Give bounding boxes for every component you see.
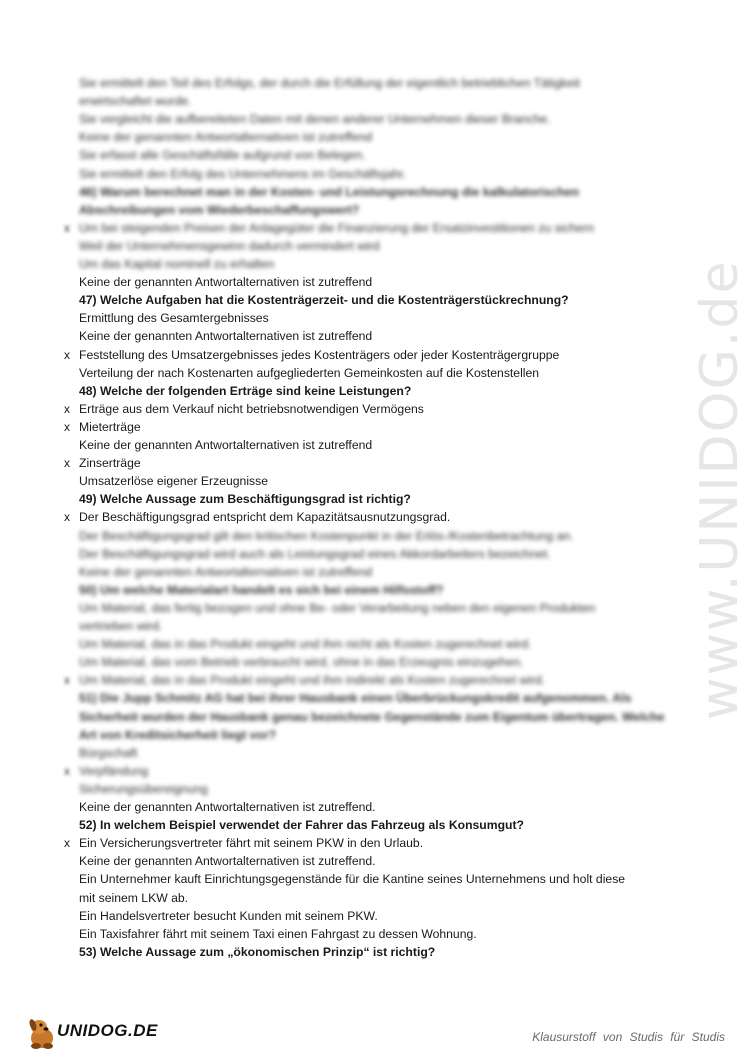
answer-option: Keine der genannten Antwortalternativen ist zutreffend: [79, 275, 373, 290]
answer-option: Um Material, das in das Produkt eingeht und ihm nicht als Kosten zugerechnet wird.: [79, 637, 532, 652]
footer-tagline: Klausurstoff von Studis für Studis: [532, 1030, 725, 1044]
answer-option: Feststellung des Umsatzergebnisses jedes Kostenträgers oder jeder Kostenträgergruppe: [79, 347, 560, 362]
dog-mascot-icon: [25, 1013, 59, 1053]
answer-option: Ermittlung des Gesamtergebnisses: [79, 311, 269, 326]
answer-option: erwirtschaftet wurde.: [79, 94, 192, 109]
answer-option: Sicherungsübereignung: [79, 781, 208, 796]
answer-option: Um Material, das in das Produkt eingeht und ihm indirekt als Kosten zugerechnet wird.: [79, 673, 546, 688]
answer-option: Sie ermittelt den Erfolg des Unternehmens im Geschäftsjahr.: [79, 166, 407, 181]
answer-option: Weil der Unternehmensgewinn dadurch vermindert wird: [79, 238, 380, 253]
question-text: Art von Kreditsicherheit liegt vor?: [79, 727, 277, 742]
answer-mark: x: [64, 347, 70, 362]
question-text: Sicherheit wurden der Hausbank genau bezeichnete Gegenstände zum Eigentum übertragen. Welche: [79, 709, 665, 724]
answer-option: Keine der genannten Antwortalternativen ist zutreffend.: [79, 854, 376, 869]
answer-option: Um das Kapital nominell zu erhalten: [79, 257, 275, 271]
answer-option: Ein Handelsvertreter besucht Kunden mit seinem PKW.: [79, 908, 378, 923]
answer-option: Keine der genannten Antwortalternativen ist zutreffend: [79, 438, 373, 452]
answer-option: Keine der genannten Antwortalternativen ist zutreffend: [79, 329, 373, 344]
answer-option: Verteilung der nach Kostenarten aufgegliederten Gemeinkosten auf die Kostenstellen: [79, 365, 540, 380]
answer-option: Erträge aus dem Verkauf nicht betriebsnotwendigen Vermögens: [79, 401, 424, 416]
answer-option: mit seinem LKW ab.: [79, 890, 189, 905]
answer-option: Ein Taxisfahrer fährt mit seinem Taxi einen Fahrgast zu dessen Wohnung.: [79, 926, 477, 941]
answer-mark: x: [64, 836, 70, 851]
question-text: 47) Welche Aufgaben hat die Kostenträgerzeit- und die Kostenträgerstückrechnung?: [79, 293, 569, 308]
question-text: 46) Warum berechnet man in der Kosten- und Leistungsrechnung die kalkulatorischen: [79, 184, 580, 199]
answer-option: Sie erfasst alle Geschäftsfälle aufgrund von Belegen.: [79, 148, 366, 163]
answer-mark: x: [64, 456, 70, 471]
question-text: 51) Die Jupp Schmitz AG hat bei ihrer Hausbank einen Überbrückungskredit aufgenommen. Als: [79, 691, 632, 706]
answer-mark: x: [64, 220, 70, 235]
answer-option: Der Beschäftigungsgrad gilt den kritischen Kostenpunkt in der Erlös-/Kostenbetrachtung an.: [79, 528, 574, 543]
answer-option: Zinserträge: [79, 456, 141, 471]
answer-option: Um bei steigenden Preisen der Anlagegüter die Finanzierung der Ersatzinvestitionen zu sichern: [79, 220, 594, 235]
answer-option: Keine der genannten Antwortalternativen ist zutreffend: [79, 130, 373, 145]
question-text: 49) Welche Aussage zum Beschäftigungsgrad ist richtig?: [79, 492, 411, 507]
answer-option: Keine der genannten Antwortalternativen ist zutreffend: [79, 564, 373, 579]
answer-option: Keine der genannten Antwortalternativen ist zutreffend.: [79, 800, 376, 814]
answer-option: Sie ermittelt den Teil des Erfolgs, der durch die Erfüllung der eigentlich betrieblichen Tätigkeit: [79, 76, 580, 90]
watermark: www.UNIDOG.de: [690, 259, 750, 720]
answer-option: Ein Versicherungsvertreter fährt mit seinem PKW in den Urlaub.: [79, 836, 424, 851]
question-text: 48) Welche der folgenden Erträge sind keine Leistungen?: [79, 383, 412, 398]
answer-option: Umsatzerlöse eigener Erzeugnisse: [79, 474, 268, 489]
logo-text: UNIDOG.DE: [57, 1021, 158, 1040]
answer-option: vertrieben wird.: [79, 619, 163, 633]
question-text: 53) Welche Aussage zum „ökonomischen Prinzip“ ist richtig?: [79, 944, 436, 959]
question-text: 52) In welchem Beispiel verwendet der Fahrer das Fahrzeug als Konsumgut?: [79, 818, 524, 833]
answer-option: Ein Unternehmer kauft Einrichtungsgegenstände für die Kantine seines Unternehmens und holt diese: [79, 872, 626, 887]
answer-mark: x: [64, 763, 70, 778]
answer-option: Der Beschäftigungsgrad entspricht dem Kapazitätsausnutzungsgrad.: [79, 510, 451, 525]
answer-mark: x: [64, 419, 70, 434]
question-text: 50) Um welche Materialart handelt es sich bei einem Hilfsstoff?: [79, 582, 444, 597]
question-text: Abschreibungen vom Wiederbeschaffungswert?: [79, 202, 360, 217]
answer-mark: x: [64, 401, 70, 416]
answer-option: Bürgschaft: [79, 745, 138, 760]
answer-mark: x: [64, 510, 70, 525]
answer-option: Um Material, das fertig bezogen und ohne Be- oder Verarbeitung neben den eigenen Produkten: [79, 600, 596, 615]
answer-option: Der Beschäftigungsgrad wird auch als Leistungsgrad eines Akkordarbeiters bezeichnet.: [79, 546, 551, 561]
answer-option: Sie vergleicht die aufbereiteten Daten mit denen anderer Unternehmen dieser Branche.: [79, 112, 551, 127]
answer-option: Verpfändung: [79, 763, 149, 778]
answer-mark: x: [64, 673, 70, 688]
answer-option: Mieterträge: [79, 419, 141, 434]
answer-option: Um Material, das vom Betrieb verbraucht wird, ohne in das Erzeugnis einzugehen.: [79, 655, 524, 670]
unidog-logo: [25, 1013, 158, 1053]
